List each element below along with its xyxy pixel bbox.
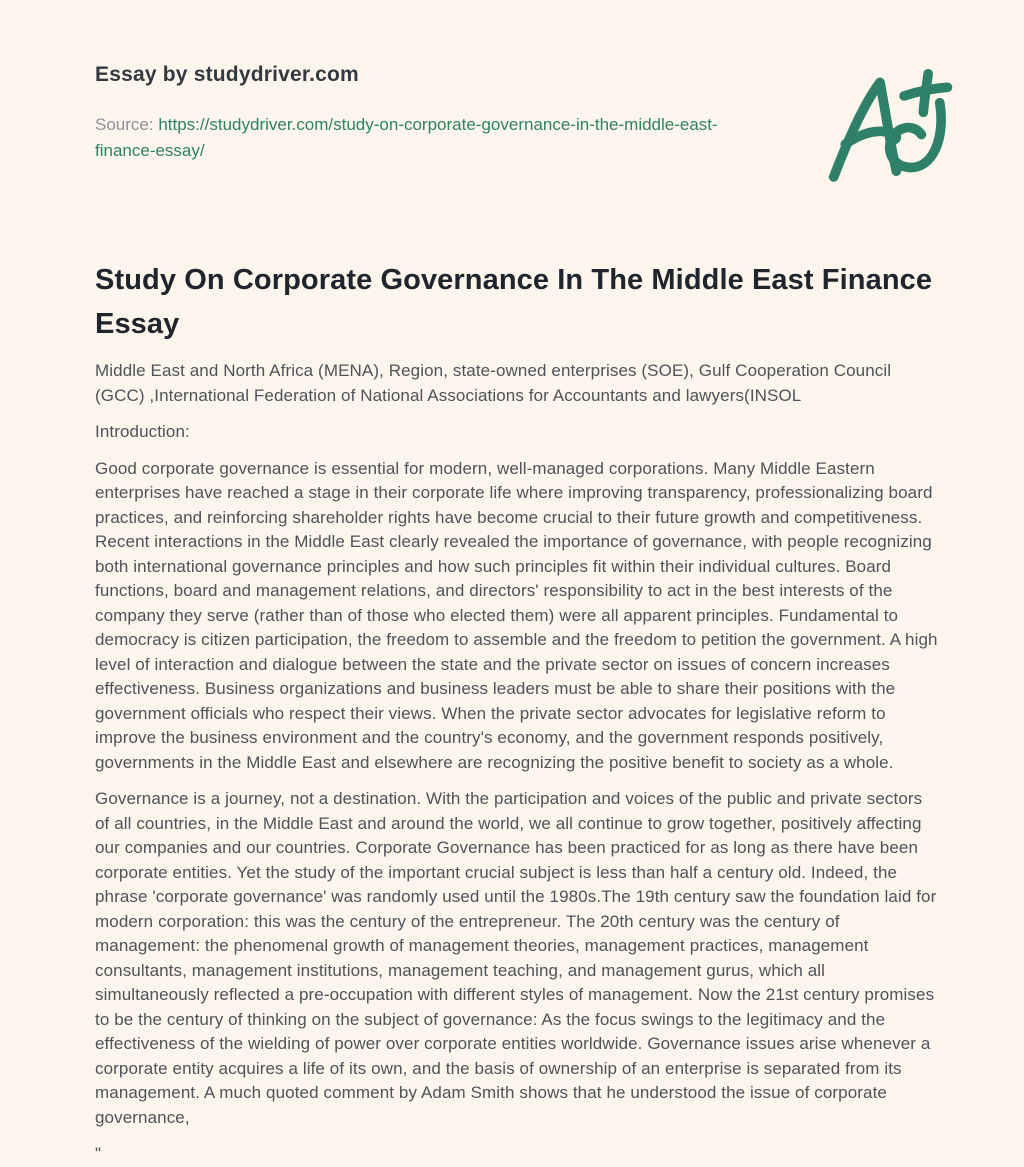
source-line bbox=[95, 112, 720, 164]
page-header bbox=[95, 60, 960, 203]
source-label: Source: bbox=[95, 115, 154, 134]
essay-paragraph-2: Governance is a journey, not a destination. With the participation and voices of the public and private sectors of all countries, in the Middle East and around the world, we all continue to grow together, positively affecting our companies and our countries. Corporate Governance has been practiced for as long as there have been corporate entities. Yet the study of the important crucial subject is less than half a century old. Indeed, the phrase 'corporate governance' was randomly used until the 1980s.The 19th century saw the foundation laid for modern corporation: this was the century of the entrepreneur. The 20th century was the century of management: the phenomenal growth of management theories, management practices, management consultants, management institutions, management teaching, and management gurus, which all simultaneously reflected a pre-occupation with different styles of management. Now the 21st century promises to be the century of thinking on the subject of governance: As the focus swings to the legitimacy and the effectiveness of the wielding of power over corporate entities worldwide. Governance issues arise whenever a corporate entity acquires a life of its own, and the basis of ownership of an enterprise is separated from its management. A much quoted comment by Adam Smith shows that he understood the issue of corporate governance, bbox=[95, 789, 937, 1127]
essay-title: Study On Corporate Governance In The Middle East Finance Essay bbox=[95, 264, 933, 340]
a-plus-logo-icon bbox=[825, 68, 960, 203]
header-text-block bbox=[95, 60, 720, 164]
source-url-link[interactable]: https://studydriver.com/study-on-corporate-governance-in-the-middle-east-finance-essay/ bbox=[95, 115, 718, 160]
quote-mark-paragraph: " bbox=[95, 1144, 102, 1163]
header-title: Essay by studydriver.com bbox=[95, 63, 359, 86]
keywords-paragraph: Middle East and North Africa (MENA), Region, state-owned enterprises (SOE), Gulf Cooperation Council (GCC) ,International Federation of National Associations for Accountants and lawyers(INSOL bbox=[95, 361, 892, 405]
essay-paragraph-1: Good corporate governance is essential for modern, well-managed corporations. Many Middle Eastern enterprises have reached a stage in their corporate life where improving transparency, professionalizing board practices, and reinforcing shareholder rights have become crucial to their future growth and competitiveness. Recent interactions in the Middle East clearly revealed the importance of governance, with people recognizing both international governance principles and how such principles fit within their individual cultures. Board functions, board and management relations, and directors' responsibility to act in the best interests of the company they serve (rather than of those who elected them) were all apparent principles. Fundamental to democracy is citizen participation, the freedom to assemble and the freedom to petition the government. A high level of interaction and dialogue between the state and the private sector on issues of concern increases effectiveness. Business organizations and business leaders must be able to share their positions with the government officials who respect their views. When the private sector advocates for legislative reform to improve the business environment and the country's economy, and the government responds positively, governments in the Middle East and elsewhere are recognizing the positive benefit to society as a whole. bbox=[95, 458, 938, 772]
section-heading-introduction: Introduction: bbox=[95, 422, 190, 441]
essay-content bbox=[95, 258, 960, 1167]
